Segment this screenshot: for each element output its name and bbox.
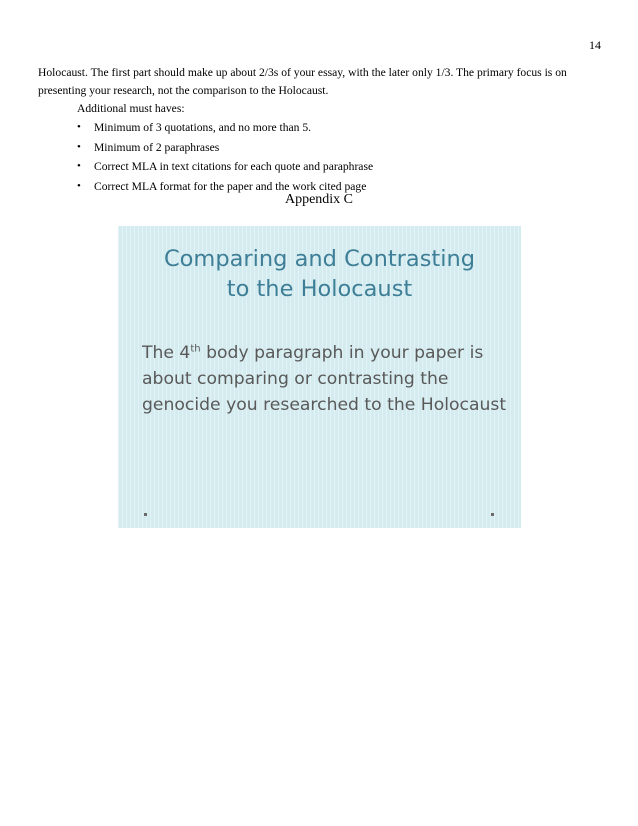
- slide-title: [118, 244, 521, 304]
- slide-body-text: [142, 340, 512, 418]
- list-item: [77, 138, 373, 158]
- page-number: 14: [589, 38, 601, 52]
- bullet-icon: •: [77, 179, 81, 192]
- list-item: [77, 118, 373, 138]
- intro-paragraph: Holocaust. The first part should make up about 2/3s of your essay, with the later only 1/3. The primary focus is on presenting your research, not the comparison to the Holocaust.: [38, 66, 567, 97]
- list-item-text: Correct MLA format for the paper and the work cited page: [94, 179, 367, 193]
- slide-title-line-1: Comparing and Contrasting: [163, 246, 476, 272]
- slide-bullet-dot-left: [144, 513, 147, 516]
- appendix-heading: Appendix C: [284, 192, 354, 207]
- slide-body-post: body paragraph in your paper is about comparing or contrasting the genocide you researched to the Holocaust: [142, 343, 507, 415]
- bullet-icon: •: [77, 140, 81, 153]
- slide-title-line-2: to the Holocaust: [226, 276, 413, 302]
- bullet-icon: •: [77, 160, 81, 172]
- slide-body-superscript: th: [190, 343, 201, 355]
- slide-bullet-dot-right: [491, 513, 494, 516]
- must-haves-list: [77, 118, 373, 196]
- list-item: [77, 157, 373, 177]
- must-haves-heading: Additional must haves:: [77, 102, 185, 115]
- slide-body-pre: The 4: [142, 343, 191, 363]
- bullet-icon: •: [77, 121, 81, 133]
- list-item-text: Minimum of 2 paraphrases: [94, 140, 220, 154]
- list-item-text: Minimum of 3 quotations, and no more than 5.: [94, 121, 312, 134]
- slide-image: [118, 226, 521, 528]
- list-item-text: Correct MLA in text citations for each quote and paraphrase: [94, 160, 374, 173]
